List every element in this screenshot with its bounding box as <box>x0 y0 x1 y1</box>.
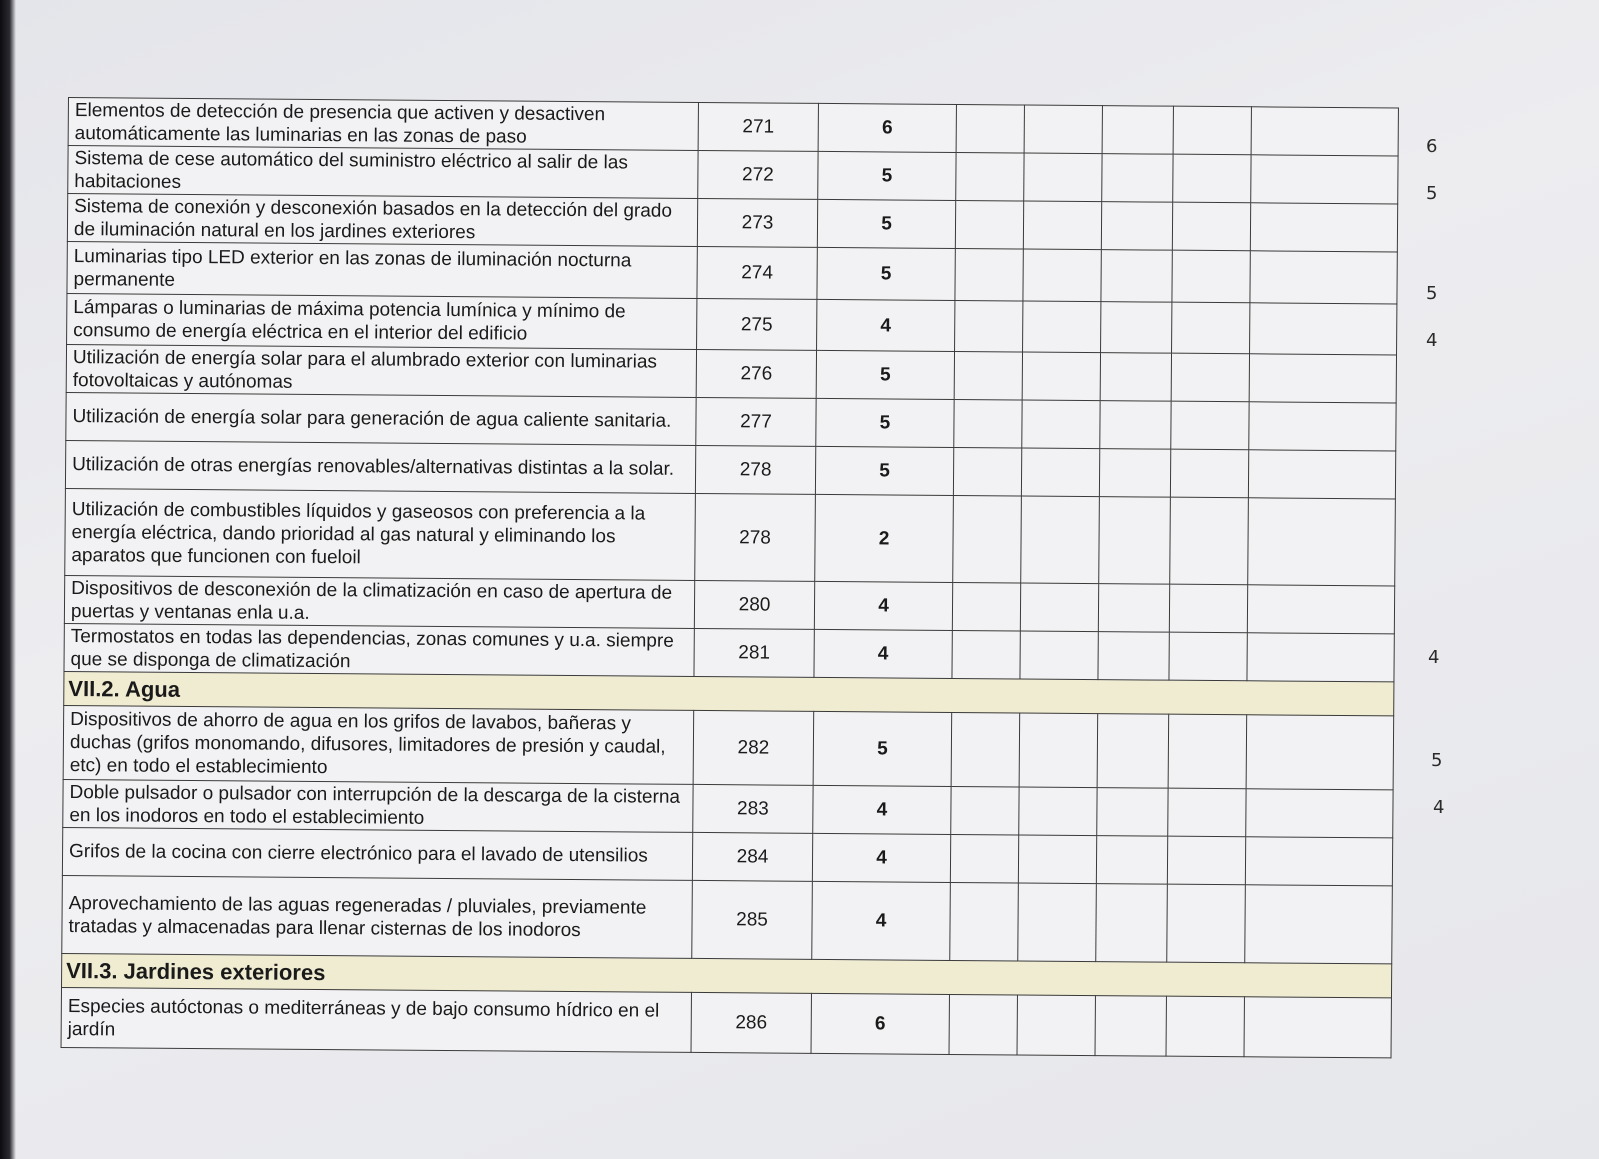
empty-cell <box>1099 449 1170 498</box>
empty-cell <box>1023 249 1101 302</box>
criterion-score: 5 <box>817 199 955 248</box>
empty-cell <box>1021 448 1099 497</box>
empty-cell <box>1095 996 1166 1057</box>
criterion-description: Aprovechamiento de las aguas regeneradas / pluviales, previamente tratadas y almacenadas para llenar cisternas de los inodoros <box>62 875 693 958</box>
empty-cell <box>1098 632 1169 681</box>
empty-cell <box>1024 105 1102 154</box>
empty-cell <box>1247 585 1394 634</box>
empty-cell <box>1244 997 1391 1058</box>
empty-cell <box>956 152 1024 201</box>
empty-cell <box>1020 631 1098 680</box>
empty-cell <box>1098 584 1169 633</box>
empty-cell <box>1019 787 1097 836</box>
empty-cell <box>953 495 1022 583</box>
empty-cell <box>1096 884 1168 963</box>
criterion-description: Dispositivos de desconexión de la climatización en caso de apertura de puertas y ventanas enla u.a. <box>64 575 694 628</box>
empty-cell <box>1171 353 1249 402</box>
empty-cell <box>1168 714 1247 789</box>
criterion-score: 5 <box>816 398 954 447</box>
empty-cell <box>1101 250 1172 303</box>
empty-cell <box>1022 400 1100 449</box>
empty-cell <box>951 786 1019 835</box>
criterion-code: 280 <box>694 580 814 629</box>
margin-note: 4 <box>1433 797 1445 818</box>
criterion-code: 281 <box>694 628 814 677</box>
empty-cell <box>1247 633 1394 682</box>
table-row <box>63 705 1394 789</box>
criterion-score: 5 <box>817 247 955 300</box>
empty-cell <box>1169 584 1247 633</box>
empty-cell <box>956 104 1024 153</box>
empty-cell <box>1100 353 1171 402</box>
criterion-score: 6 <box>818 103 956 152</box>
photo-dark-edge <box>0 0 16 1159</box>
empty-cell <box>1251 107 1398 156</box>
criterion-code: 285 <box>692 880 813 959</box>
empty-cell <box>1167 836 1245 885</box>
empty-cell <box>1248 450 1395 499</box>
empty-cell <box>1167 884 1246 963</box>
empty-cell <box>1021 496 1100 584</box>
empty-cell <box>1245 837 1392 886</box>
empty-cell <box>952 630 1020 679</box>
criterion-description: Sistema de cese automático del suministro eléctrico al salir de las habitaciones <box>68 146 698 199</box>
empty-cell <box>1249 354 1396 403</box>
criterion-code: 284 <box>692 832 812 881</box>
criterion-score: 2 <box>815 494 954 582</box>
empty-cell <box>1169 632 1247 681</box>
criterion-code: 278 <box>695 493 816 581</box>
empty-cell <box>955 300 1023 352</box>
empty-cell <box>1017 995 1095 1056</box>
empty-cell <box>1171 401 1249 450</box>
criterion-code: 282 <box>693 710 814 785</box>
empty-cell <box>1173 154 1251 203</box>
empty-cell <box>1248 498 1396 586</box>
empty-cell <box>1097 714 1169 789</box>
empty-cell <box>950 834 1018 883</box>
empty-cell <box>1101 202 1172 251</box>
empty-cell <box>1018 883 1097 962</box>
criterion-code: 271 <box>698 102 818 151</box>
empty-cell <box>954 399 1022 448</box>
criterion-code: 275 <box>697 298 817 350</box>
empty-cell <box>1100 401 1171 450</box>
margin-note: 5 <box>1426 283 1438 304</box>
empty-cell <box>1250 203 1397 252</box>
empty-cell <box>1023 201 1101 250</box>
criterion-score: 5 <box>815 446 953 495</box>
empty-cell <box>1101 302 1172 354</box>
empty-cell <box>1023 301 1101 353</box>
empty-cell <box>1170 497 1249 585</box>
empty-cell <box>1250 251 1397 304</box>
criterion-description: Especies autóctonas o mediterráneas y de bajo consumo hídrico en el jardín <box>61 987 691 1052</box>
criterion-description: Elementos de detección de presencia que activen y desactiven automáticamente las luminarias en las zonas de paso <box>68 98 698 151</box>
margin-note: 4 <box>1426 330 1438 351</box>
table-row <box>65 488 1396 585</box>
empty-cell <box>1019 713 1098 788</box>
criterion-score: 4 <box>812 881 951 960</box>
criterion-code: 286 <box>691 992 811 1053</box>
criterion-score: 6 <box>811 993 949 1054</box>
criterion-description: Sistema de conexión y desconexión basados en la detección del grado de iluminación natural en los jardines exteriores <box>67 194 697 247</box>
criterion-description: Doble pulsador o pulsador con interrupción de la descarga de la cisterna en los inodoros en todo el establecimiento <box>63 779 693 832</box>
empty-cell <box>955 248 1023 301</box>
criterion-description: Utilización de energía solar para generación de agua caliente sanitaria. <box>66 392 696 445</box>
criterion-description: Luminarias tipo LED exterior en las zonas de iluminación nocturna permanente <box>67 241 697 298</box>
section-title: VII.2. Agua <box>64 671 1394 715</box>
criterion-code: 273 <box>697 198 817 247</box>
criterion-code: 283 <box>693 784 813 833</box>
criterion-code: 278 <box>695 445 815 494</box>
empty-cell <box>1245 885 1393 964</box>
empty-cell <box>1097 788 1168 837</box>
empty-cell <box>1024 153 1102 202</box>
criterion-score: 5 <box>818 151 956 200</box>
criterion-description: Utilización de otras energías renovables/alternativas distintas a la solar. <box>65 440 695 493</box>
empty-cell <box>950 882 1019 961</box>
criterion-code: 274 <box>697 246 817 299</box>
empty-cell <box>1168 788 1246 837</box>
empty-cell <box>955 200 1023 249</box>
margin-note: 6 <box>1426 136 1438 157</box>
criterion-code: 277 <box>696 397 816 446</box>
criterion-score: 5 <box>813 711 952 786</box>
margin-note: 5 <box>1426 183 1438 204</box>
empty-cell <box>951 712 1020 787</box>
empty-cell <box>954 351 1022 400</box>
empty-cell <box>1246 789 1393 838</box>
empty-cell <box>1170 449 1248 498</box>
criterion-description: Dispositivos de ahorro de agua en los grifos de lavabos, bañeras y duchas (grifos monomando, difusores, limitadores de presión y caudal, etc) en todo el establecimiento <box>63 705 694 784</box>
empty-cell <box>1099 497 1171 585</box>
table-body <box>61 98 1398 1058</box>
criterion-description: Utilización de combustibles líquidos y gaseosos con preferencia a la energía eléctrica, dando prioridad al gas natural y eliminando los aparatos que funcionen con fueloil <box>65 488 696 580</box>
margin-note: 5 <box>1431 750 1443 771</box>
table-row <box>61 987 1391 1057</box>
empty-cell <box>1172 302 1250 354</box>
criterion-description: Utilización de energía solar para el alumbrado exterior con luminarias fotovoltaicas y autónomas <box>66 344 696 397</box>
empty-cell <box>949 994 1017 1055</box>
criterion-score: 4 <box>817 299 955 351</box>
empty-cell <box>1102 154 1173 203</box>
criterion-description: Lámparas o luminarias de máxima potencia lumínica y mínimo de consumo de energía eléctrica en el interior del edificio <box>67 293 697 349</box>
empty-cell <box>1022 352 1100 401</box>
empty-cell <box>1102 106 1173 155</box>
empty-cell <box>1172 202 1250 251</box>
empty-cell <box>1251 155 1398 204</box>
empty-cell <box>1018 835 1096 884</box>
empty-cell <box>1172 250 1250 303</box>
criterion-score: 5 <box>816 350 954 399</box>
empty-cell <box>1173 106 1251 155</box>
section-title: VII.3. Jardines exteriores <box>62 953 1392 997</box>
criterion-score: 4 <box>813 785 951 834</box>
criteria-table <box>61 97 1399 1058</box>
empty-cell <box>953 447 1021 496</box>
criterion-score: 4 <box>814 629 952 678</box>
criterion-code: 272 <box>698 150 818 199</box>
empty-cell <box>1246 715 1394 790</box>
empty-cell <box>952 582 1020 631</box>
document-sheet <box>61 97 1399 1058</box>
criterion-description: Termostatos en todas las dependencias, zonas comunes y u.a. siempre que se disponga de climatización <box>64 623 694 676</box>
empty-cell <box>1096 836 1167 885</box>
empty-cell <box>1166 996 1244 1057</box>
empty-cell <box>1249 402 1396 451</box>
criterion-description: Grifos de la cocina con cierre electrónico para el lavado de utensilios <box>62 827 692 880</box>
criterion-score: 4 <box>812 833 950 882</box>
table-row <box>62 875 1393 963</box>
empty-cell <box>1020 583 1098 632</box>
criterion-code: 276 <box>696 349 816 398</box>
empty-cell <box>1250 303 1397 355</box>
criterion-score: 4 <box>814 581 952 630</box>
margin-note: 4 <box>1428 647 1440 668</box>
